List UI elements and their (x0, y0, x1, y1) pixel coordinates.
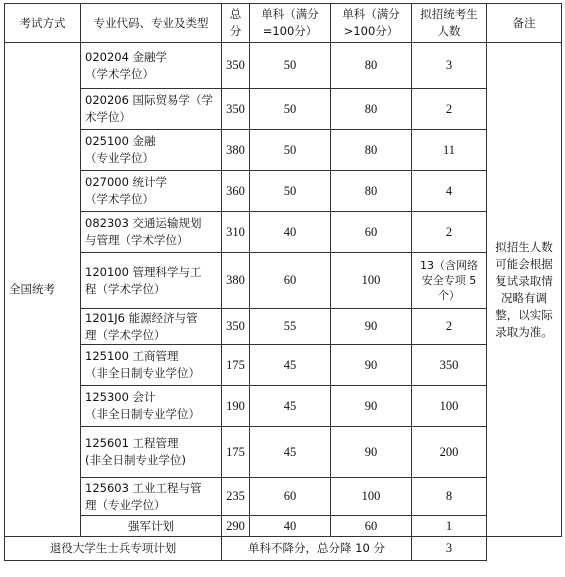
single-100-cell: 50 (250, 89, 331, 130)
header-row (5, 4, 562, 43)
major-line2: (非全日制专业学位) (85, 453, 186, 467)
major-cell (81, 478, 222, 516)
table-row (5, 386, 562, 427)
enroll-cell: 2 (412, 212, 487, 253)
header-remarks: 备注 (487, 4, 562, 43)
single-100-cell: 45 (250, 345, 331, 386)
single-gt100-cell: 100 (331, 253, 412, 309)
single-100-cell: 60 (250, 478, 331, 516)
major-cell (81, 89, 222, 130)
table-row (5, 345, 562, 386)
header-enroll: 拟招统考生人数 (412, 4, 487, 43)
single-gt100-cell: 60 (331, 516, 412, 537)
single-gt100-cell: 90 (331, 427, 412, 478)
total-cell: 190 (222, 386, 250, 427)
header-exam-mode: 考试方式 (5, 4, 81, 43)
enroll-cell: 2 (412, 309, 487, 345)
table-row (5, 130, 562, 171)
major-line1: 125300 会计 (85, 390, 156, 404)
major-line1: 082303 交通运输规划 (85, 216, 202, 230)
table-row (5, 43, 562, 89)
total-cell: 350 (222, 309, 250, 345)
major-line2: （学术学位） (85, 192, 154, 206)
single-100-cell: 50 (250, 171, 331, 212)
major-cell (81, 345, 222, 386)
enroll-cell: 3 (412, 537, 487, 561)
admission-score-table (4, 3, 562, 561)
major-line2: （专业学位） (85, 151, 154, 165)
total-cell: 310 (222, 212, 250, 253)
total-cell: 350 (222, 89, 250, 130)
total-cell: 380 (222, 130, 250, 171)
single-gt100-cell: 90 (331, 309, 412, 345)
major-line1: 025100 金融 (85, 134, 156, 148)
table-row (5, 212, 562, 253)
major-line1: 1201J6 能源经济与管 (85, 310, 198, 325)
major-line1: 125601 工程管理 (85, 436, 179, 450)
major-cell (81, 212, 222, 253)
exam-mode-cell: 全国统考 (5, 43, 81, 537)
table-row (5, 171, 562, 212)
single-100-cell: 45 (250, 427, 331, 478)
table-row (5, 427, 562, 478)
single-100-cell: 50 (250, 130, 331, 171)
major-line1: 125100 工商管理 (85, 349, 179, 363)
remarks-cell: 拟招生人数可能会根据复试录取情况略有调整，以实际录取为准。 (487, 43, 562, 537)
single-gt100-cell: 80 (331, 130, 412, 171)
enroll-cell: 100 (412, 386, 487, 427)
major-line2: 理（专业学位） (85, 497, 166, 512)
single-gt100-cell: 90 (331, 386, 412, 427)
major-line1: 125603 工业工程与管 (85, 480, 202, 495)
single-100-cell: 55 (250, 309, 331, 345)
table-row (5, 309, 562, 345)
major-line2: （非全日制专业学位） (85, 366, 200, 380)
enroll-cell: 4 (412, 171, 487, 212)
header-major: 专业代码、专业及类型 (81, 4, 222, 43)
major-line1: 020204 金融学 (85, 49, 168, 64)
header-total: 总分 (222, 4, 250, 43)
total-cell: 235 (222, 478, 250, 516)
major-cell (81, 386, 222, 427)
total-cell: 290 (222, 516, 250, 537)
header-single-gt100: 单科（满分>100分） (331, 4, 412, 43)
single-100-cell: 40 (250, 516, 331, 537)
major-line1: 027000 统计学 (85, 175, 168, 189)
total-cell: 360 (222, 171, 250, 212)
enroll-cell: 3 (412, 43, 487, 89)
single-gt100-cell: 60 (331, 212, 412, 253)
veteran-label: 退役大学生士兵专项计划 (5, 537, 222, 561)
enroll-cell: 350 (412, 345, 487, 386)
major-line2: （非全日制专业学位） (85, 407, 200, 421)
single-gt100-cell: 90 (331, 345, 412, 386)
single-gt100-cell: 80 (331, 43, 412, 89)
table-row (5, 478, 562, 516)
major-cell (81, 309, 222, 345)
qiangjun-label: 强军计划 (81, 516, 222, 537)
major-cell (81, 43, 222, 89)
total-cell: 175 (222, 345, 250, 386)
table-row (5, 253, 562, 309)
major-cell (81, 130, 222, 171)
major-cell (81, 427, 222, 478)
major-line2: （学术学位） (85, 66, 154, 81)
major-line2: 理（学术学位） (85, 327, 166, 342)
major-cell (81, 171, 222, 212)
single-100-cell: 50 (250, 43, 331, 89)
enroll-cell: 11 (412, 130, 487, 171)
major-line1: 120100 管理科学与工 (85, 264, 202, 279)
enroll-cell: 2 (412, 89, 487, 130)
veteran-rule: 单科不降分，总分降 10 分 (222, 537, 412, 561)
veteran-row (5, 537, 562, 561)
total-cell: 380 (222, 253, 250, 309)
major-line2: 与管理（学术学位） (85, 233, 189, 247)
major-cell (81, 253, 222, 309)
major-line2: 程（学术学位） (85, 281, 166, 296)
table-row (5, 89, 562, 130)
enroll-cell: 200 (412, 427, 487, 478)
single-100-cell: 60 (250, 253, 331, 309)
major-line2: 术学位） (85, 110, 131, 124)
major-line1: 020206 国际贸易学（学 (85, 93, 214, 107)
enroll-cell: 8 (412, 478, 487, 516)
single-gt100-cell: 100 (331, 478, 412, 516)
total-cell: 350 (222, 43, 250, 89)
total-cell: 175 (222, 427, 250, 478)
single-gt100-cell: 80 (331, 89, 412, 130)
header-single-100: 单科（满分=100分） (250, 4, 331, 43)
single-100-cell: 45 (250, 386, 331, 427)
single-100-cell: 40 (250, 212, 331, 253)
qiangjun-row (5, 516, 562, 537)
enroll-cell: 13（含网络安全专项 5 个） (412, 253, 487, 309)
single-gt100-cell: 80 (331, 171, 412, 212)
enroll-cell: 1 (412, 516, 487, 537)
